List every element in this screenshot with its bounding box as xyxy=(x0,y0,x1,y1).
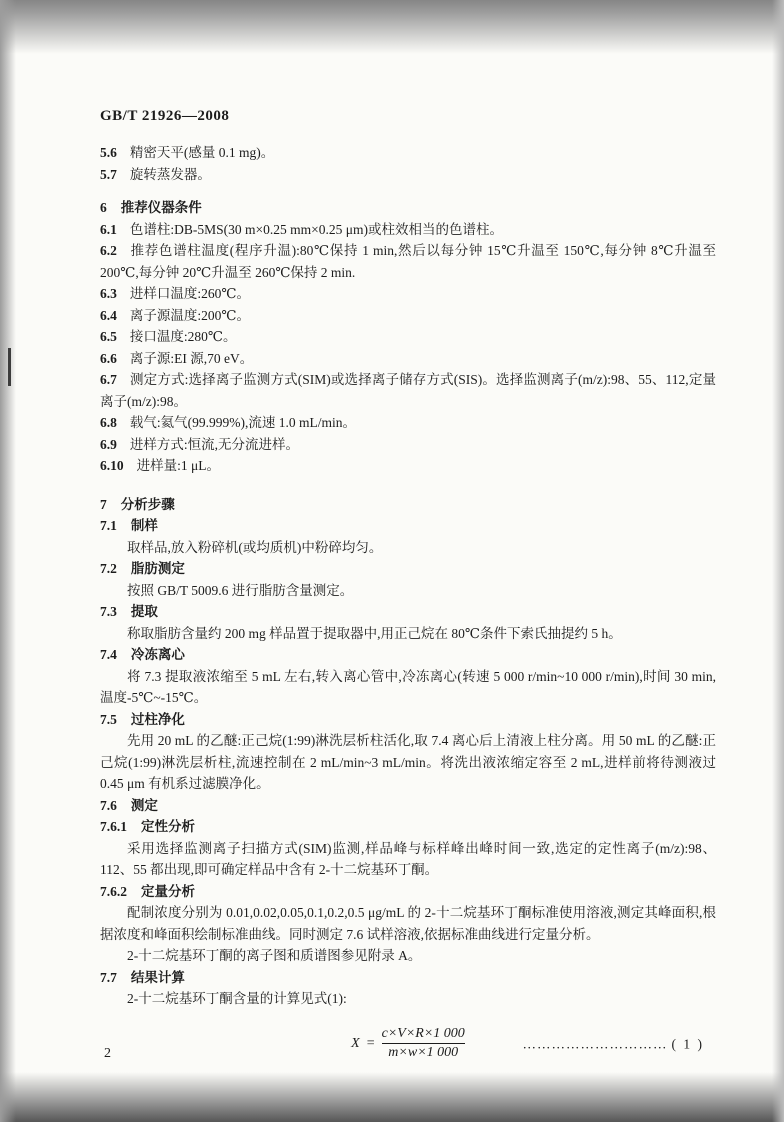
clause-number: 7.5 xyxy=(100,711,117,727)
heading-text: 过柱净化 xyxy=(130,711,185,727)
heading-text: 制样 xyxy=(130,518,158,533)
scan-edge-bottom xyxy=(0,1072,784,1122)
heading-text: 提取 xyxy=(130,604,158,619)
clause-number: 6.10 xyxy=(100,458,124,473)
clause-text: 进样量:1 μL。 xyxy=(136,458,220,473)
clause-number: 7.1 xyxy=(100,518,117,533)
clause-text: 精密天平(感量 0.1 mg)。 xyxy=(129,145,275,160)
heading-7-3 xyxy=(100,601,716,623)
paragraph: 2-十二烷基环丁酮的离子图和质谱图参见附录 A。 xyxy=(127,948,422,963)
paragraph: 先用 20 mL 的乙醚:正己烷(1:99)淋洗层析柱活化,取 7.4 离心后上清液上柱分离。用 50 mL 的乙醚:正己烷(1:99)淋洗层析柱,流速控制在 2 mL/min~3 mL/min。将洗出液浓缩定容至 2 mL,进样前将待测液过 0.45 μm 有机系过滤膜净化。 xyxy=(100,733,716,791)
heading-text: 测定 xyxy=(130,797,158,813)
standard-number: GB/T 21926—2008 xyxy=(100,108,230,124)
clause-number: 6.4 xyxy=(100,307,117,323)
clause-text: 进样口温度:260℃。 xyxy=(129,286,250,301)
formula-fraction xyxy=(382,1025,465,1062)
clause-number: 7.3 xyxy=(100,604,117,619)
heading-text: 脂肪测定 xyxy=(130,561,185,576)
clause-6-8 xyxy=(100,412,716,434)
clause-6-5 xyxy=(100,326,716,348)
formula-1 xyxy=(100,1022,716,1066)
formula-lhs: X xyxy=(351,1035,360,1051)
clause-text: 离子源温度:200℃。 xyxy=(129,307,250,323)
paragraph: 称取脂肪含量约 200 mg 样品置于提取器中,用正己烷在 80℃条件下索氏抽提约 5 h。 xyxy=(127,625,622,641)
clause-number: 6.1 xyxy=(100,221,117,237)
document-body xyxy=(100,142,716,1066)
heading-text: 分析步骤 xyxy=(120,496,175,512)
clause-6-1 xyxy=(100,219,716,241)
dotted-leader: ………………………… xyxy=(522,1035,668,1051)
clause-number: 7.6.2 xyxy=(100,883,127,899)
clause-number: 6.3 xyxy=(100,286,117,301)
clause-number: 7 xyxy=(100,496,107,512)
paragraph: 取样品,放入粉碎机(或均质机)中粉碎均匀。 xyxy=(127,539,383,555)
scan-edge-right xyxy=(772,0,784,1122)
heading-7-2 xyxy=(100,558,716,580)
heading-7-6-1 xyxy=(100,816,716,838)
heading-6 xyxy=(100,197,716,219)
paragraph: 2-十二烷基环丁酮含量的计算见式(1): xyxy=(127,991,347,1006)
clause-6-3 xyxy=(100,283,716,305)
clause-6-7 xyxy=(100,369,716,412)
clause-number: 7.4 xyxy=(100,647,117,662)
page-number: 2 xyxy=(104,1046,111,1061)
heading-text: 推荐仪器条件 xyxy=(120,200,202,215)
clause-number: 6.2 xyxy=(100,243,117,258)
clause-text: 色谱柱:DB-5MS(30 m×0.25 mm×0.25 μm)或柱效相当的色谱柱。 xyxy=(129,221,503,237)
clause-5-7 xyxy=(100,164,716,186)
clause-6-2 xyxy=(100,240,716,283)
clause-6-9 xyxy=(100,434,716,456)
clause-number: 7.6.1 xyxy=(100,819,127,834)
clause-number: 6 xyxy=(100,200,107,215)
clause-text: 测定方式:选择离子监测方式(SIM)或选择离子储存方式(SIS)。选择监测离子(m/z):98、55、112,定量离子(m/z):98。 xyxy=(100,372,716,409)
formula-numerator: c×V×R×1 000 xyxy=(381,1026,465,1041)
heading-7-1 xyxy=(100,515,716,537)
heading-7-5 xyxy=(100,709,716,731)
clause-6-10 xyxy=(100,455,716,477)
clause-text: 接口温度:280℃。 xyxy=(129,329,237,344)
clause-number: 6.8 xyxy=(100,415,117,430)
clause-6-6 xyxy=(100,348,716,370)
clause-text: 进样方式:恒流,无分流进样。 xyxy=(129,436,300,452)
heading-text: 定性分析 xyxy=(141,819,195,834)
heading-7-6 xyxy=(100,795,716,817)
formula-equals: = xyxy=(366,1035,375,1051)
scan-edge-left xyxy=(0,0,16,1122)
paragraph: 按照 GB/T 5009.6 进行脂肪含量测定。 xyxy=(127,582,354,598)
clause-number: 6.9 xyxy=(100,436,117,452)
formula-reference xyxy=(523,1033,705,1055)
document-header xyxy=(100,108,229,125)
scan-edge-top xyxy=(0,0,784,54)
binding-mark xyxy=(8,348,11,386)
heading-text: 结果计算 xyxy=(130,969,185,985)
clause-number: 7.7 xyxy=(100,969,117,985)
clause-number: 5.7 xyxy=(100,166,117,182)
clause-6-4 xyxy=(100,305,716,327)
clause-number: 6.6 xyxy=(100,350,117,366)
clause-number: 6.7 xyxy=(100,372,117,387)
formula-number: ( 1 ) xyxy=(671,1035,704,1051)
clause-number: 6.5 xyxy=(100,329,117,344)
heading-text: 定量分析 xyxy=(141,883,195,899)
heading-7 xyxy=(100,494,716,516)
clause-5-6 xyxy=(100,142,716,164)
clause-number: 5.6 xyxy=(100,145,117,160)
formula-denominator: m×w×1 000 xyxy=(382,1043,465,1062)
heading-7-7 xyxy=(100,967,716,989)
clause-number: 7.6 xyxy=(100,797,117,813)
clause-text: 离子源:EI 源,70 eV。 xyxy=(129,350,254,366)
paragraph: 采用选择监测离子扫描方式(SIM)监测,样品峰与标样峰出峰时间一致,选定的定性离子(m/z):98、112、55 都出现,即可确定样品中含有 2-十二烷基环丁酮。 xyxy=(100,840,716,877)
paragraph: 将 7.3 提取液浓缩至 5 mL 左右,转入离心管中,冷冻离心(转速 5 000 r/min~10 000 r/min),时间 30 min,温度-5℃~-15℃。 xyxy=(100,668,716,705)
heading-text: 冷冻离心 xyxy=(130,647,185,662)
clause-text: 载气:氦气(99.999%),流速 1.0 mL/min。 xyxy=(129,415,356,430)
paragraph: 配制浓度分别为 0.01,0.02,0.05,0.1,0.2,0.5 μg/mL 的 2-十二烷基环丁酮标准使用溶液,测定其峰面积,根据浓度和峰面积绘制标准曲线。同时测定 7.6 试样溶液,依据标准曲线进行定量分析。 xyxy=(100,905,716,942)
heading-7-6-2 xyxy=(100,881,716,903)
clause-text: 推荐色谱柱温度(程序升温):80℃保持 1 min,然后以每分钟 15℃升温至 150℃,每分钟 8℃升温至 200℃,每分钟 20℃升温至 260℃保持 2 min. xyxy=(100,243,716,280)
clause-number: 7.2 xyxy=(100,561,117,576)
heading-7-4 xyxy=(100,644,716,666)
clause-text: 旋转蒸发器。 xyxy=(129,166,211,182)
